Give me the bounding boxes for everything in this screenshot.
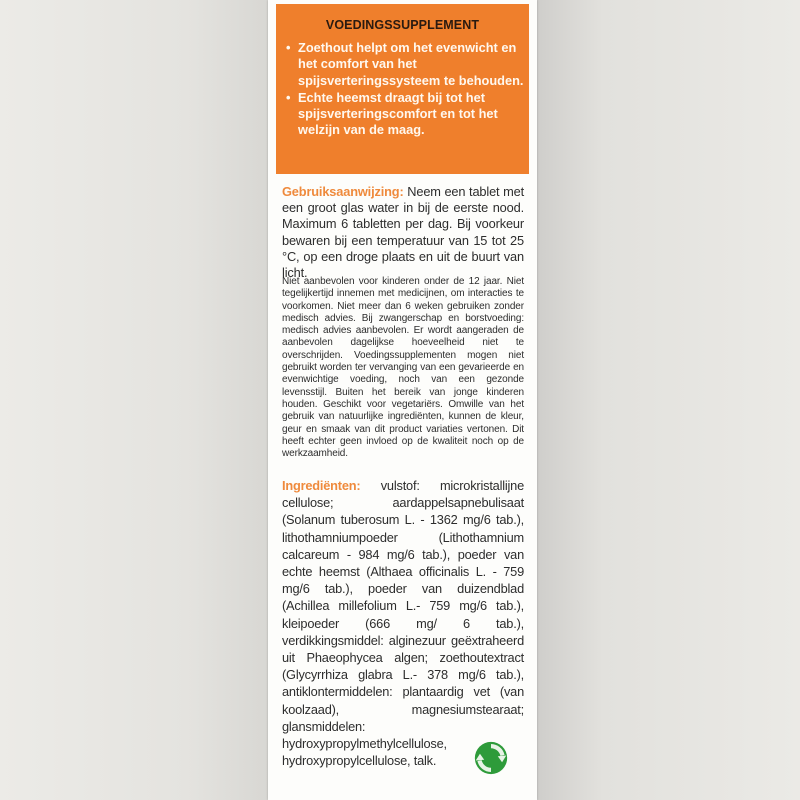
benefit-item	[286, 90, 524, 139]
ingredients-text: vulstof: microkristallijne cellulose; aardappelsapnebulisaat (Solanum tuberosum L. - 1362 mg/6 tab.), lithothamniumpoeder (Lithothamnium calcareum - 984 mg/6 tab.), poeder van echte heemst (Althaea officinalis L. - 759 mg/6 tab.), poeder van duizendblad (Achillea millefolium L.- 759 mg/6 tab.), kleipoeder (666 mg/ 6 tab.), verdikkingsmiddel: alginezuur geëxtraheerd uit Phaeophycea algen; zoethoutextract (Glycyrrhiza glabra L.- 378 mg/6 tab.), antiklontermiddelen: plantaardig vet (van koolzaad), magnesiumstearaat; glansmiddelen: hydroxypropylmethylcellulose, hydroxypropylcellulose, talk.	[282, 478, 525, 769]
background-left	[0, 0, 268, 800]
green-dot-recycle-icon	[474, 741, 508, 775]
benefit-text: Zoethout helpt om het evenwicht en het comfort van het spijsverteringssysteem te behouden.	[298, 40, 524, 88]
benefit-item	[286, 40, 524, 89]
usage-text: Neem een tablet met een groot glas water in bij de eerste nood. Maximum 6 tabletten per dag. Bij voorkeur bewaren bij een temperatuur van 15 tot 25 °C, op een droge plaats en uit de buurt van licht.	[282, 184, 524, 281]
supplement-header-box	[276, 4, 529, 174]
ingredients-label: Ingrediënten:	[282, 478, 361, 493]
background-right	[537, 0, 800, 800]
supplement-title: VOEDINGSSUPPLEMENT	[325, 18, 480, 32]
label-panel	[268, 0, 537, 800]
benefit-list	[286, 40, 524, 140]
bullet-icon: •	[286, 40, 291, 55]
bullet-icon: •	[286, 89, 291, 105]
usage-label: Gebruiksaanwijzing:	[282, 184, 404, 199]
ingredients-section	[282, 477, 524, 769]
benefit-text: Echte heemst draagt bij tot het spijsverteringscomfort en tot het welzijn van de maag.	[298, 89, 498, 138]
usage-section	[282, 184, 524, 281]
warnings-section: Niet aanbevolen voor kinderen onder de 12 jaar. Niet tegelijkertijd innemen met medicijnen, om interacties te voorkomen. Niet meer dan 6 weken gebruiken zonder medisch advies. Bij zwangerschap en borstvoeding: medisch advies aanbevolen. Er wordt aangeraden de aanbevolen dagelijkse hoeveelheid niet te overschrijden. Voedingssupplementen mogen niet gebruikt worden ter vervanging van een gevarieerde en evenwichtige voeding, noch van een gezonde levensstijl. Buiten het bereik van jonge kinderen houden. Geschikt voor vegetariërs. Omwille van het gebruik van natuurlijke ingrediënten, kunnen de kleur, geur en smaak van dit product variaties vertonen. Dit heeft echter geen invloed op de kwaliteit noch op de werkzaamheid.	[282, 276, 524, 460]
